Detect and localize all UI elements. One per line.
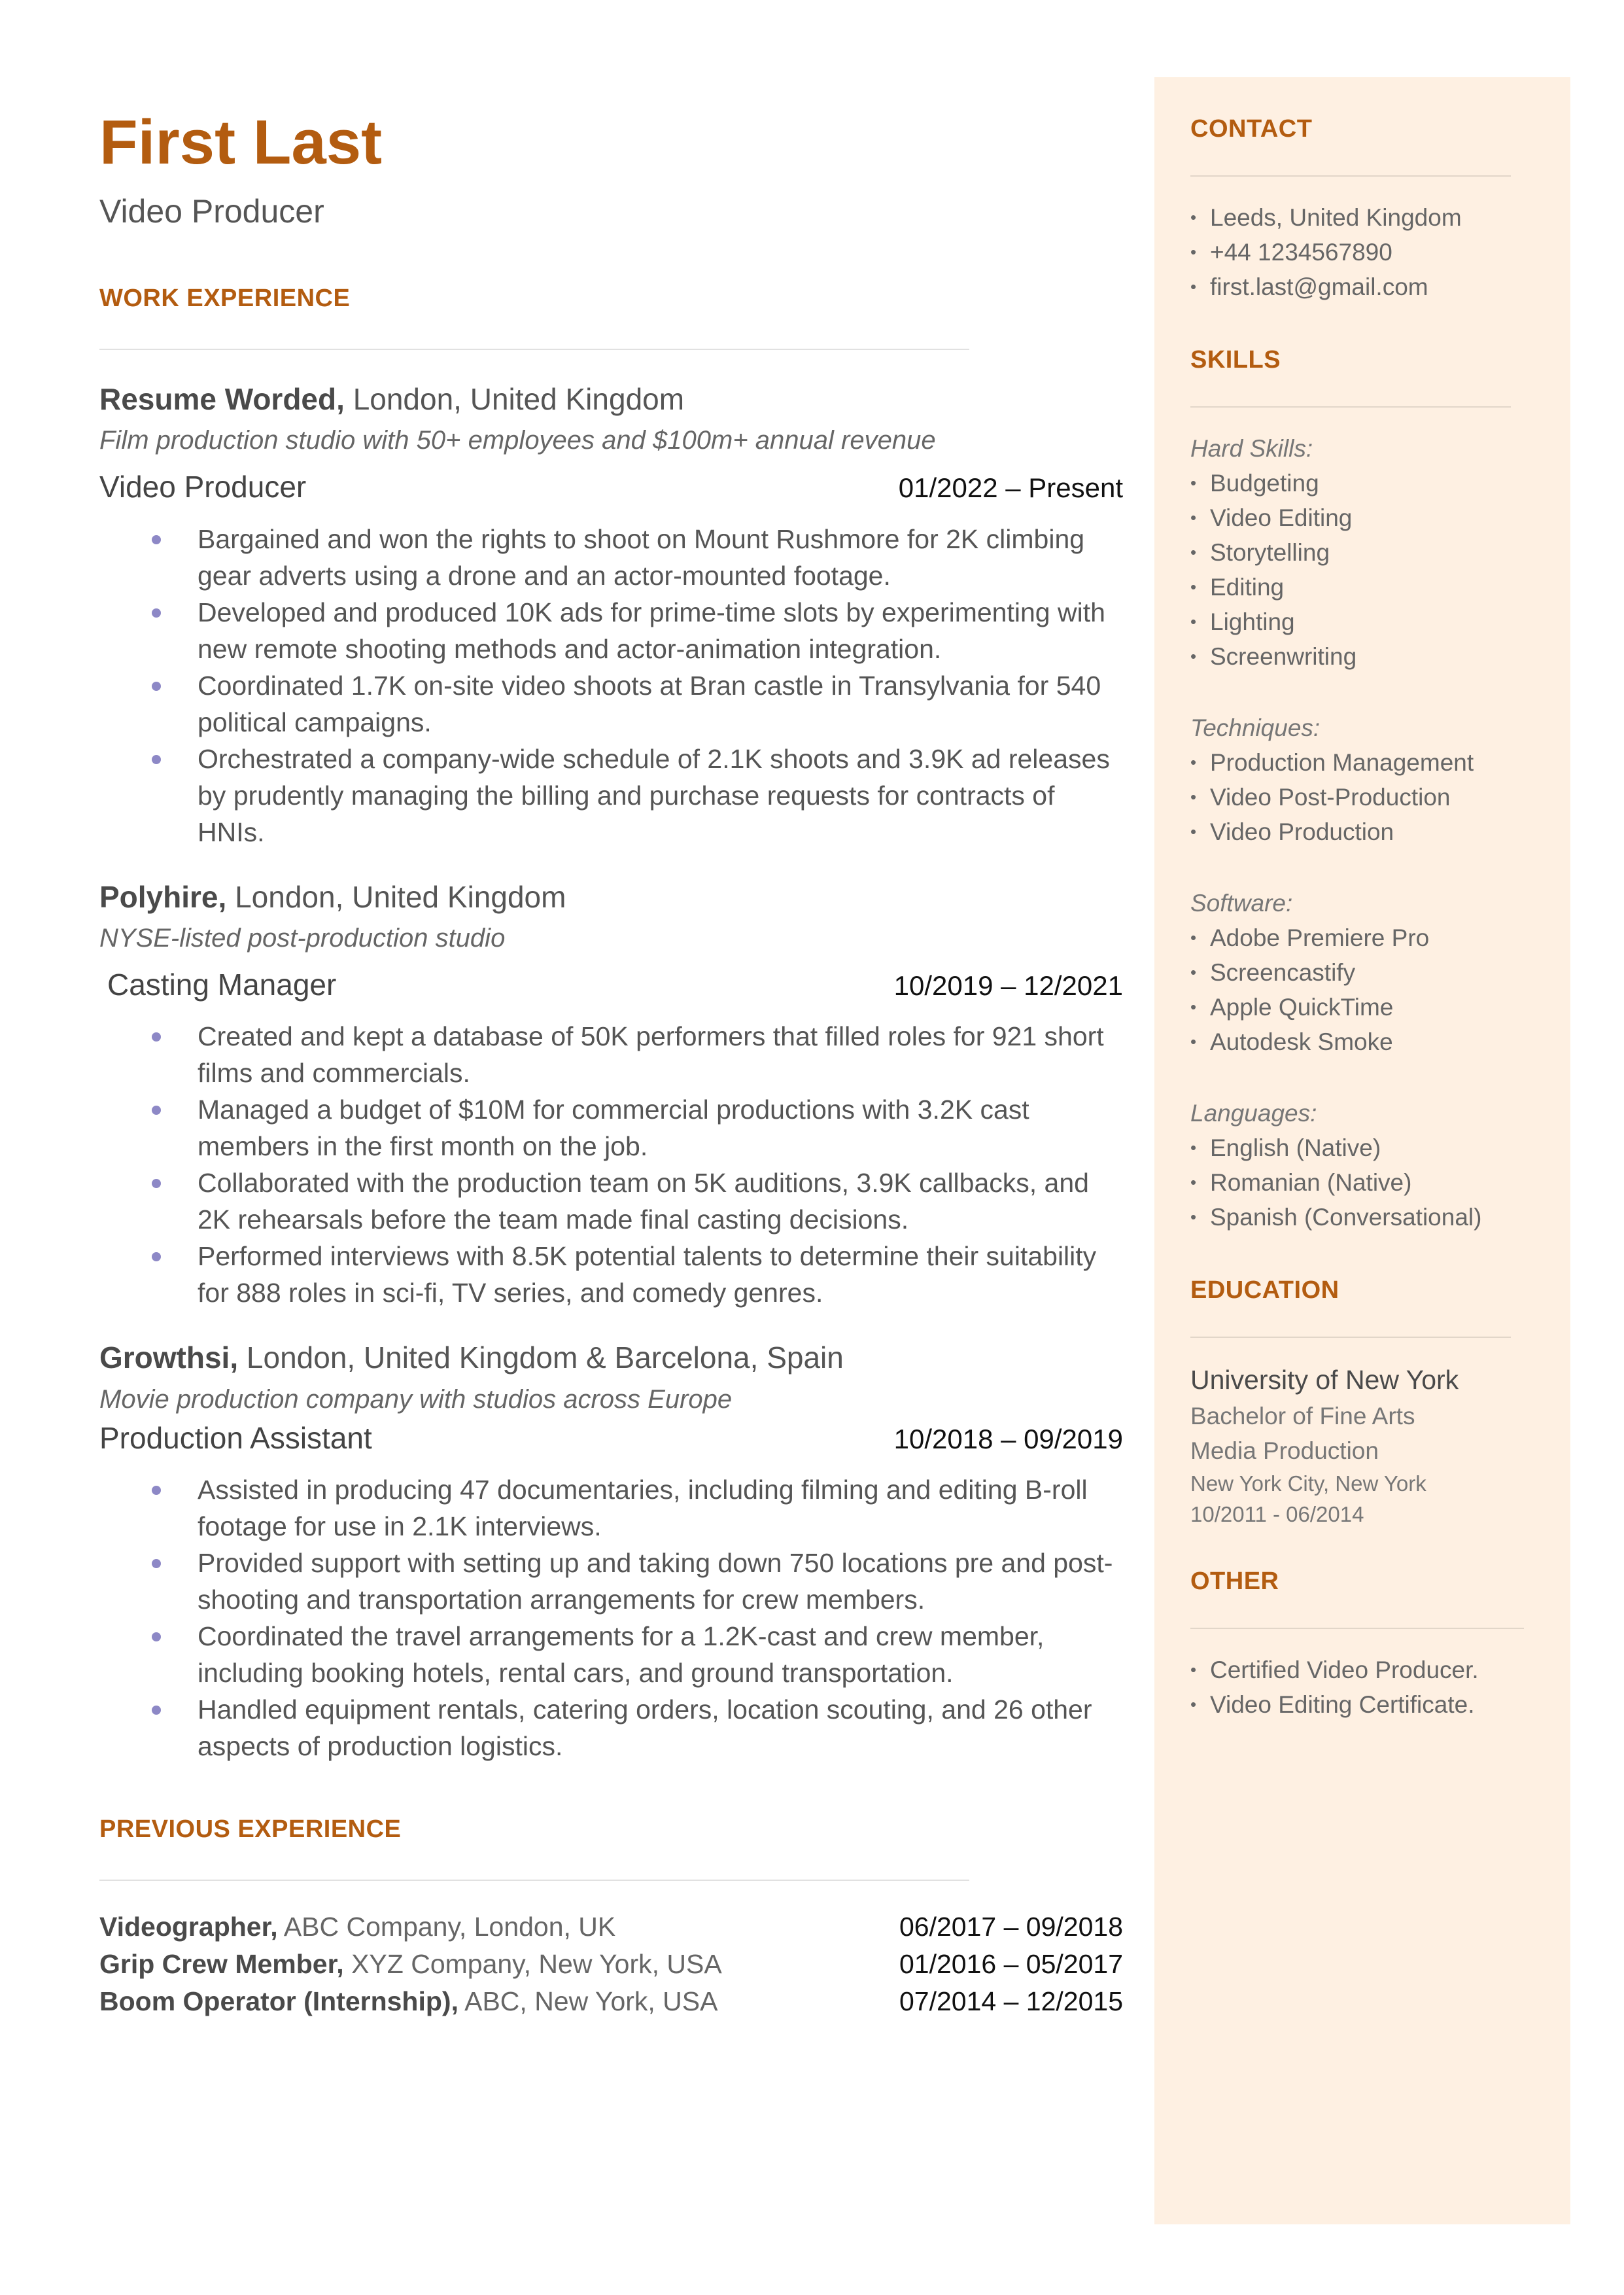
achievement-text: Provided support with setting up and taking down 750 locations pre and post-shooting and transportation arrangements for crew members.: [198, 1548, 1113, 1615]
contact-location: • Leeds, United Kingdom: [1190, 200, 1547, 235]
bullet-icon: [152, 1706, 161, 1715]
company-location: London, United Kingdom: [235, 879, 566, 914]
company-description: Movie production company with studios across Europe: [99, 1384, 733, 1414]
achievement-text: Coordinated 1.7K on-site video shoots at Bran castle in Transylvania for 540 political campaigns.: [198, 670, 1101, 737]
company-location: London, United Kingdom: [353, 382, 685, 416]
achievement-text: Managed a budget of $10M for commercial productions with 3.2K cast members in the first month on the job.: [198, 1095, 1029, 1162]
company-line: [99, 1340, 1123, 1376]
contact-list: [1190, 200, 1547, 304]
bullet-icon: [152, 1106, 161, 1115]
jobs-list: [99, 381, 1123, 1764]
achievement-list: [99, 1471, 1123, 1764]
skills-group-label: Languages:: [1190, 1100, 1317, 1127]
section-divider: [99, 349, 969, 350]
education-dates: 10/2011 - 06/2014: [1190, 1502, 1364, 1526]
achievement-item: [99, 1238, 1123, 1311]
achievement-list: [99, 521, 1123, 850]
previous-company: ABC, New York, USA: [464, 1986, 718, 2017]
bullet-icon: [152, 608, 161, 618]
skills-group-list: [1190, 920, 1547, 1059]
previous-experience-row: [99, 1983, 1123, 2020]
achievement-list: [99, 1018, 1123, 1311]
other-heading: OTHER: [1190, 1568, 1279, 1595]
company-line: [99, 381, 1123, 417]
skill-item: • Screenwriting: [1190, 639, 1547, 674]
skill-item: • Production Management: [1190, 745, 1547, 780]
bullet-icon: [152, 1179, 161, 1188]
achievement-text: Orchestrated a company-wide schedule of 2.1K shoots and 3.9K ad releases by prudently managing the billing and purchase requests for contracts of HNIs.: [198, 743, 1110, 847]
position-title: Video Producer: [99, 470, 307, 504]
achievement-item: [99, 1018, 1123, 1091]
achievement-item: [99, 667, 1123, 741]
achievement-text: Collaborated with the production team on 5K auditions, 3.9K callbacks, and 2K rehearsals before the team made final casting decisions.: [198, 1168, 1089, 1235]
education-heading: EDUCATION: [1190, 1276, 1339, 1304]
skill-item: • Budgeting: [1190, 466, 1547, 500]
contact-email[interactable]: • first.last@gmail.com: [1190, 270, 1547, 304]
other-list: [1190, 1653, 1547, 1722]
bullet-icon: [152, 1559, 161, 1568]
bullet-icon: [152, 755, 161, 764]
skill-item: • Screencastify: [1190, 955, 1547, 990]
bullet-icon: [152, 1486, 161, 1495]
company-name: Growthsi,: [99, 1340, 239, 1375]
sidebar-divider: [1190, 1337, 1511, 1338]
skill-item: • Apple QuickTime: [1190, 990, 1547, 1025]
contact-phone[interactable]: • +44 1234567890: [1190, 235, 1547, 270]
candidate-name: First Last: [99, 107, 383, 177]
achievement-item: [99, 1091, 1123, 1165]
skills-group-list: [1190, 745, 1547, 849]
company-location: London, United Kingdom & Barcelona, Spain: [246, 1340, 844, 1375]
bullet-icon: [152, 1632, 161, 1641]
work-experience-heading: WORK EXPERIENCE: [99, 285, 351, 312]
skill-item: • Lighting: [1190, 604, 1547, 639]
previous-experience-list: [99, 1908, 1123, 2020]
sidebar-divider: [1190, 1628, 1524, 1629]
skills-group-list: [1190, 466, 1547, 674]
achievement-text: Performed interviews with 8.5K potential talents to determine their suitability for 888 roles in sci-fi, TV series, and comedy genres.: [198, 1241, 1097, 1308]
achievement-item: [99, 1691, 1123, 1764]
skill-item: • Romanian (Native): [1190, 1165, 1547, 1200]
education-university: University of New York: [1190, 1365, 1459, 1395]
position-row: [99, 966, 1123, 1004]
position-dates: 10/2018 – 09/2019: [893, 1423, 1123, 1454]
skills-group-label: Techniques:: [1190, 714, 1321, 741]
skill-item: • Video Editing: [1190, 500, 1547, 535]
previous-role: Videographer,: [99, 1912, 278, 1942]
previous-company: XYZ Company, New York, USA: [351, 1949, 722, 1980]
previous-dates: 06/2017 – 09/2018: [899, 1912, 1123, 1942]
skill-item: • Editing: [1190, 570, 1547, 604]
achievement-text: Assisted in producing 47 documentaries, including filming and editing B-roll footage for use in 2.1K interviews.: [198, 1475, 1088, 1542]
skill-item: • English (Native): [1190, 1130, 1547, 1165]
previous-dates: 01/2016 – 05/2017: [899, 1949, 1123, 1980]
skills-heading: SKILLS: [1190, 346, 1281, 374]
position-row: [99, 1420, 1123, 1458]
company-line: [99, 879, 1123, 915]
skill-item: • Storytelling: [1190, 535, 1547, 570]
job-entry: [99, 879, 1123, 1312]
achievement-text: Developed and produced 10K ads for prime-time slots by experimenting with new remote shooting methods and actor-animation integration.: [198, 597, 1105, 664]
company-description: NYSE-listed post-production studio: [99, 923, 506, 953]
skill-item: • Video Production: [1190, 815, 1547, 849]
position-title: Production Assistant: [99, 1420, 372, 1455]
position-title: Casting Manager: [107, 967, 337, 1002]
sidebar: [1154, 77, 1570, 2224]
main-column: [99, 107, 1123, 2020]
achievement-item: [99, 1618, 1123, 1691]
bullet-icon: [152, 682, 161, 691]
previous-experience-heading: PREVIOUS EXPERIENCE: [99, 1815, 402, 1844]
company-name: Polyhire,: [99, 879, 227, 914]
section-divider: [99, 1880, 969, 1881]
bullet-icon: [152, 1032, 161, 1042]
bullet-icon: [152, 535, 161, 544]
previous-experience-row: [99, 1908, 1123, 1946]
skills-group-list: [1190, 1130, 1547, 1235]
job-entry: [99, 1340, 1123, 1764]
education-field: Media Production: [1190, 1437, 1379, 1464]
job-entry: [99, 381, 1123, 850]
previous-role: Grip Crew Member,: [99, 1949, 344, 1980]
education-degree: Bachelor of Fine Arts: [1190, 1403, 1415, 1429]
achievement-item: [99, 1471, 1123, 1545]
position-dates: 10/2019 – 12/2021: [893, 970, 1123, 1001]
skills-group-label: Hard Skills:: [1190, 435, 1313, 462]
achievement-text: Coordinated the travel arrangements for a 1.2K-cast and crew member, including booking hotels, rental cars, and ground transportation.: [198, 1621, 1045, 1689]
sidebar-content: [1190, 116, 1547, 1722]
skill-item: • Adobe Premiere Pro: [1190, 920, 1547, 955]
company-description: Film production studio with 50+ employees and $100m+ annual revenue: [99, 426, 936, 455]
skill-item: • Autodesk Smoke: [1190, 1025, 1547, 1059]
candidate-role: Video Producer: [99, 193, 324, 230]
position-row: [99, 468, 1123, 506]
skill-item: • Video Post-Production: [1190, 780, 1547, 815]
achievement-item: [99, 521, 1123, 594]
sidebar-divider: [1190, 175, 1511, 177]
contact-heading: CONTACT: [1190, 115, 1313, 143]
achievement-item: [99, 1545, 1123, 1618]
education-location: New York City, New York: [1190, 1471, 1426, 1496]
previous-role: Boom Operator (Internship),: [99, 1986, 458, 2017]
previous-dates: 07/2014 – 12/2015: [899, 1986, 1123, 2017]
achievement-item: [99, 594, 1123, 667]
position-dates: 01/2022 – Present: [898, 472, 1123, 504]
previous-company: ABC Company, London, UK: [283, 1912, 616, 1942]
previous-experience-row: [99, 1946, 1123, 1983]
skills-group-label: Software:: [1190, 890, 1293, 917]
sidebar-divider: [1190, 406, 1511, 408]
skill-item: • Spanish (Conversational): [1190, 1200, 1547, 1235]
achievement-text: Created and kept a database of 50K performers that filled roles for 921 short films and commercials.: [198, 1021, 1104, 1089]
company-name: Resume Worded,: [99, 382, 345, 416]
certification-item: • Certified Video Producer.: [1190, 1653, 1547, 1687]
achievement-text: Handled equipment rentals, catering orders, location scouting, and 26 other aspects of production logistics.: [198, 1694, 1092, 1762]
certification-item: • Video Editing Certificate.: [1190, 1687, 1547, 1722]
achievement-item: [99, 741, 1123, 850]
achievement-item: [99, 1165, 1123, 1238]
achievement-text: Bargained and won the rights to shoot on Mount Rushmore for 2K climbing gear adverts using a drone and an actor-mounted footage.: [198, 523, 1085, 591]
bullet-icon: [152, 1252, 161, 1261]
